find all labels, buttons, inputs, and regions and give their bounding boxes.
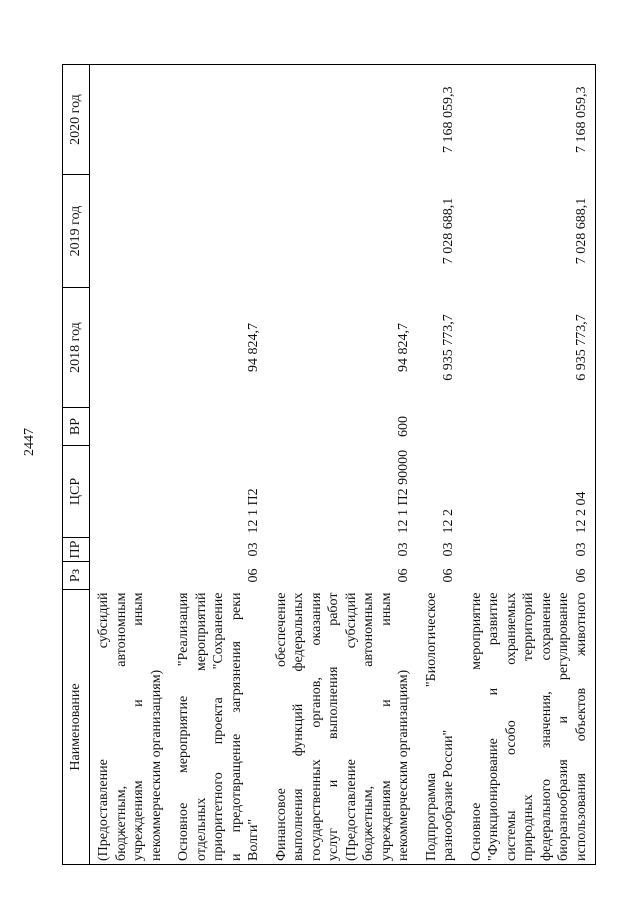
name-line: приоритетного проекта "Сохранение <box>211 592 226 861</box>
amount-2020 <box>268 65 418 175</box>
header-2018: 2018 год <box>63 288 90 408</box>
rotated-page <box>0 65 600 865</box>
amount-2020: 7 168 059,3 <box>573 86 589 153</box>
name-line: "Функционирование и развитие <box>486 592 501 861</box>
name-line: услуг и выполнения работ <box>326 592 341 861</box>
code-rz: 06 <box>441 568 456 583</box>
name-line: и предотвращение загрязнения реки <box>228 592 244 861</box>
header-2019: 2019 год <box>63 175 90 288</box>
amount-2020: 7 168 059,3 <box>441 86 456 153</box>
amount-2018: 6 935 773,7 <box>573 314 589 381</box>
row-name <box>268 590 418 865</box>
code-csr <box>90 446 171 538</box>
name-line: учреждениям и иным <box>131 592 146 861</box>
code-csr: 12 1 П2 90000 <box>396 449 411 534</box>
code-rz: 06 <box>573 568 589 583</box>
name-line: отдельных мероприятий <box>193 592 209 861</box>
name-line: природных территорий <box>521 592 536 861</box>
amount-2018: 94 824,7 <box>246 323 261 372</box>
amount-2019 <box>90 175 171 288</box>
name-line: некоммерческим организациям) <box>148 669 164 861</box>
code-vr <box>418 408 463 446</box>
row-name <box>170 590 268 865</box>
code-vr <box>90 408 171 446</box>
code-csr: 12 2 <box>441 509 456 534</box>
header-name: Наименование <box>63 590 90 865</box>
code-pr: 03 <box>246 542 261 557</box>
code-pr: 03 <box>441 542 456 557</box>
table-row <box>268 65 418 865</box>
code-rz <box>90 562 171 590</box>
amount-2019: 7 028 688,1 <box>573 197 589 265</box>
amount-2019 <box>268 175 418 288</box>
row-name <box>463 590 596 865</box>
amount-2020 <box>90 65 171 175</box>
name-line: Волги" <box>246 818 261 861</box>
code-rz: 06 <box>246 568 261 583</box>
code-pr <box>90 538 171 562</box>
code-vr <box>463 408 596 446</box>
header-vr: ВР <box>63 408 90 446</box>
name-line: некоммерческим организациям) <box>396 669 411 861</box>
header-row <box>63 65 90 865</box>
header-csr: ЦСР <box>63 446 90 538</box>
table-row <box>90 65 171 865</box>
name-line: Основное мероприятие <box>468 592 484 861</box>
name-line: учреждениям и иным <box>378 592 394 861</box>
code-csr: 12 1 П2 <box>246 488 261 534</box>
name-line: бюджетным, автономным <box>361 592 376 861</box>
amount-2019 <box>170 175 268 288</box>
amount-2020 <box>170 65 268 175</box>
name-line: федерального значения, сохранение <box>538 592 554 861</box>
code-rz: 06 <box>396 568 411 583</box>
code-pr: 03 <box>396 542 411 557</box>
header-rz: Рз <box>63 562 90 590</box>
table-row <box>170 65 268 865</box>
amount-2019: 7 028 688,1 <box>441 197 456 265</box>
name-line: (Предоставление субсидий <box>96 592 111 861</box>
name-line: Подпрограмма "Биологическое <box>423 592 439 861</box>
table-row <box>463 65 596 865</box>
header-pr: ПР <box>63 538 90 562</box>
name-line: разнообразие России" <box>441 729 456 861</box>
amount-2018 <box>90 288 171 408</box>
name-line: бюджетным, автономным <box>113 592 129 861</box>
name-line: (Предоставление субсидий <box>343 592 359 861</box>
row-name <box>90 590 171 865</box>
name-line: государственных органов, оказания <box>308 592 324 861</box>
table-row <box>418 65 463 865</box>
name-line: Основное мероприятие "Реализация <box>176 592 191 861</box>
page-number: 2447 <box>22 428 37 456</box>
code-vr <box>170 408 268 446</box>
name-line: системы особо охраняемых <box>503 592 519 861</box>
amount-2018: 6 935 773,7 <box>441 314 456 381</box>
name-line: использования объектов животного <box>573 592 589 861</box>
code-csr: 12 2 04 <box>573 491 589 534</box>
code-pr: 03 <box>573 542 589 557</box>
amount-2018: 94 824,7 <box>396 323 411 372</box>
budget-table <box>62 64 596 865</box>
header-2020: 2020 год <box>63 65 90 175</box>
row-name <box>418 590 463 865</box>
code-vr: 600 <box>396 416 411 437</box>
name-line: Финансовое обеспечение <box>273 592 289 861</box>
name-line: биоразнообразия и регулирование <box>556 592 571 861</box>
name-line: выполнения функций федеральных <box>291 592 306 861</box>
